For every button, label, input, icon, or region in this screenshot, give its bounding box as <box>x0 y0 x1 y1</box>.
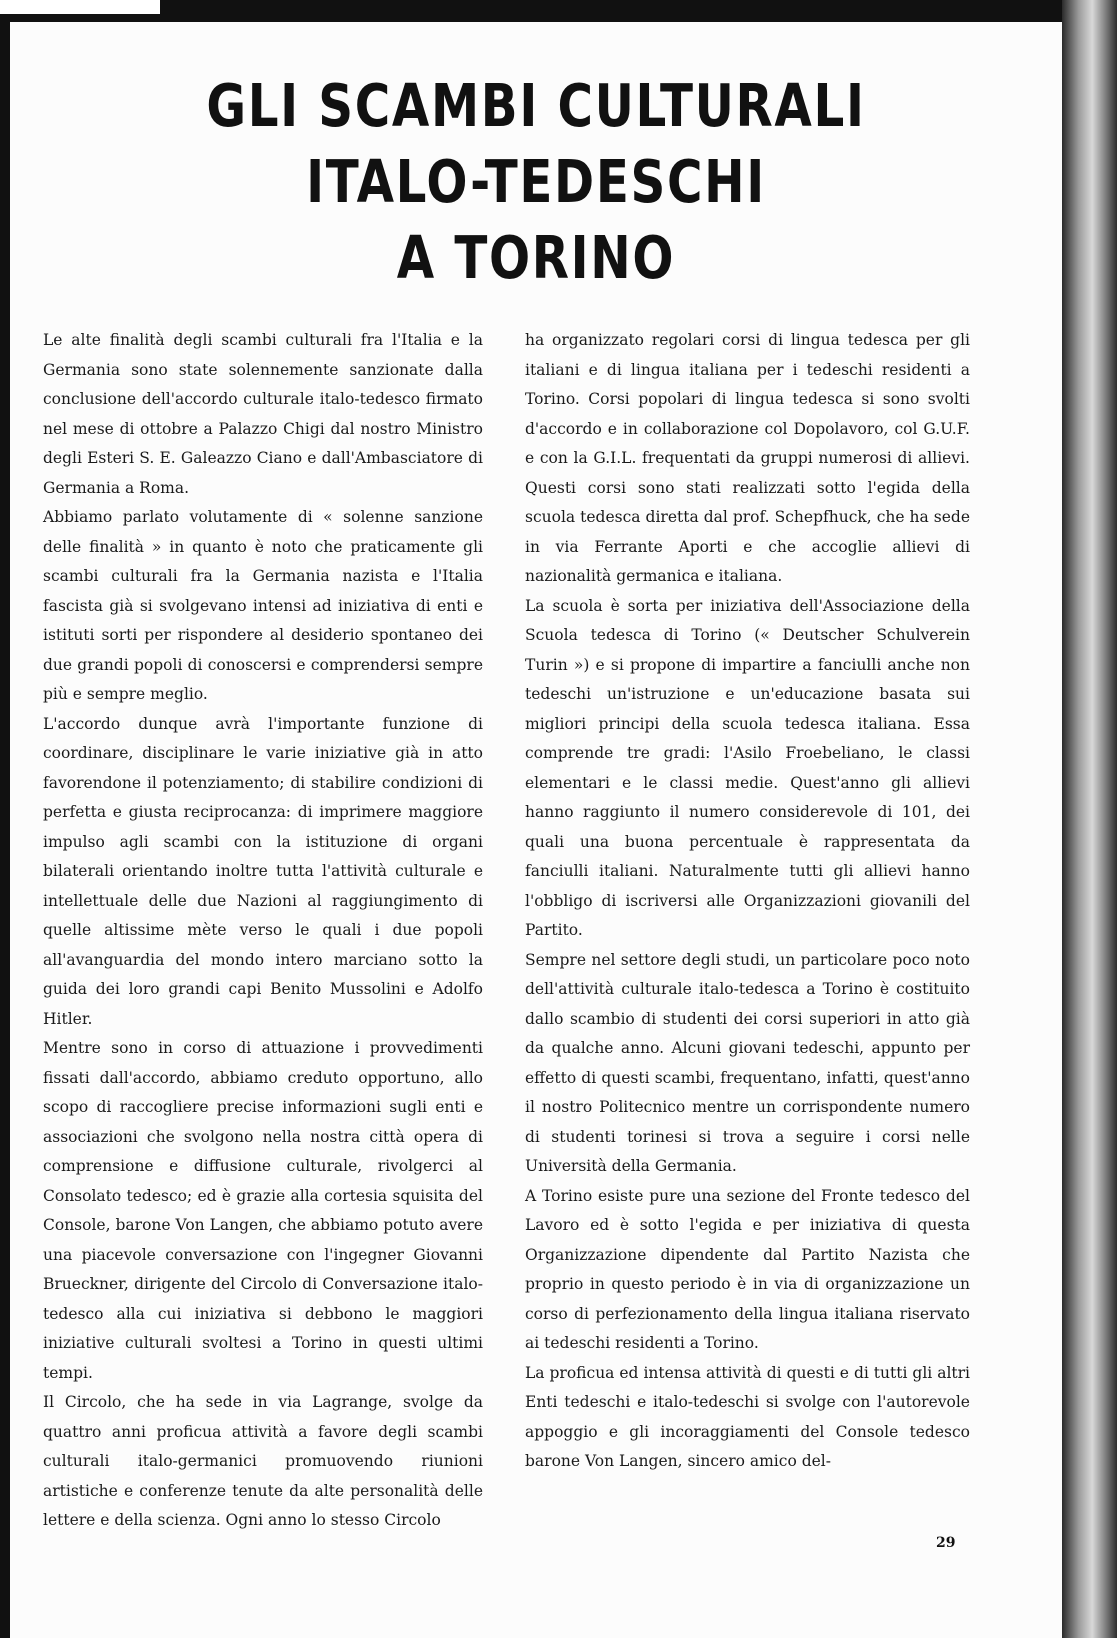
title-line-1: GLI SCAMBI CULTURALI ITALO-TEDESCHI <box>206 71 866 216</box>
paragraph: La proficua ed intensa attività di questi e di tutti gli altri Enti tedeschi e italo-tedeschi si svolge con l'autorevole appoggio e gli incoraggiamenti del Console tedesco barone Von Langen, sincero amico del- <box>525 1363 970 1470</box>
right-column <box>525 326 970 1477</box>
book-spine-edge <box>1062 0 1117 1638</box>
scan-left-border <box>0 22 10 1638</box>
title-line-2: A TORINO <box>396 223 676 292</box>
paragraph: Il Circolo, che ha sede in via Lagrange, svolge da quattro anni proficua attività a favore degli scambi culturali italo-germanici promuovendo riunioni artistiche e conferenze tenute da alte personalità delle lettere e della scienza. Ogni anno lo stesso Circolo <box>43 1393 483 1529</box>
paragraph: L'accordo dunque avrà l'importante funzione di coordinare, disciplinare le varie iniziative già in atto favorendone il potenziamento; di stabilire condizioni di perfetta e giusta reciprocanza: di imprimere maggiore impulso agli scambi con la istituzione di organi bilaterali orientando inoltre tutta l'attività culturale e intellettuale delle due Nazioni al raggiungimento di quelle altissime mète verso le quali i due popoli all'avanguardia del mondo intero marciano sotto la guida dei loro grandi capi Benito Mussolini e Adolfo Hitler. <box>43 714 483 1028</box>
scan-top-border <box>0 0 1117 22</box>
page-number: 29 <box>936 1535 956 1551</box>
paragraph: Le alte finalità degli scambi culturali fra l'Italia e la Germania sono state solennemente sanzionate dalla conclusione dell'accordo culturale italo-tedesco firmato nel mese di ottobre a Palazzo Chigi dal nostro Ministro degli Esteri S. E. Galeazzo Ciano e dall'Ambasciatore di Germania a Roma. <box>43 331 483 497</box>
left-column <box>43 326 483 1536</box>
paragraph: La scuola è sorta per iniziativa dell'Associazione della Scuola tedesca di Torino (« Deutscher Schulverein Turin ») e si propone di impartire a fanciulli anche non tedeschi un'istruzione e un'educazione basata sui migliori principi della scuola tedesca italiana. Essa comprende tre gradi: l'Asilo Froebeliano, le classi elementari e le classi medie. Quest'anno gli allievi hanno raggiunto il numero considerevole di 101, dei quali una buona percentuale è rappresentata da fanciulli italiani. Naturalmente tutti gli allievi hanno l'obbligo di iscriversi alle Organizzazioni giovanili del Partito. <box>525 596 970 939</box>
paragraph: Abbiamo parlato volutamente di « solenne sanzione delle finalità » in quanto è noto che praticamente gli scambi culturali fra la Germania nazista e l'Italia fascista già si svolgevano intensi ad iniziativa di enti e istituti sorti per rispondere al desiderio spontaneo dei due grandi popoli di conoscersi e comprendersi sempre più e sempre meglio. <box>43 508 483 703</box>
paragraph: Mentre sono in corso di attuazione i provvedimenti fissati dall'accordo, abbiamo creduto opportuno, allo scopo di raccogliere precise informazioni sugli enti e associazioni che svolgono nella nostra città opera di comprensione e diffusione culturale, rivolgerci al Consolato tedesco; ed è grazie alla cortesia squisita del Console, barone Von Langen, che abbiamo potuto avere una piacevole conversazione con l'ingegner Giovanni Brueckner, dirigente del Circolo di Conversazione italo-tedesco alla cui iniziativa si debbono le maggiori iniziative culturali svoltesi a Torino in questi ultimi tempi. <box>43 1039 483 1382</box>
paragraph: A Torino esiste pure una sezione del Fronte tedesco del Lavoro ed è sotto l'egida e per iniziativa di questa Organizzazione dipendente dal Partito Nazista che proprio in questo periodo è in via di organizzazione un corso di perfezionamento della lingua italiana riservato ai tedeschi residenti a Torino. <box>525 1186 970 1352</box>
article-title <box>105 68 968 296</box>
paragraph: ha organizzato regolari corsi di lingua tedesca per gli italiani e di lingua italiana per i tedeschi residenti a Torino. Corsi popolari di lingua tedesca si sono svolti d'accordo e in collaborazione col Dopolavoro, col G.U.F. e con la G.I.L. frequentati da gruppi numerosi di allievi. Questi corsi sono stati realizzati sotto l'egida della scuola tedesca diretta dal prof. Schepfhuck, che ha sede in via Ferrante Aporti e che accoglie allievi di nazionalità germanica e italiana. <box>525 331 970 585</box>
paragraph: Sempre nel settore degli studi, un particolare poco noto dell'attività culturale italo-tedesca a Torino è costituito dallo scambio di studenti dei corsi superiori in atto già da qualche anno. Alcuni giovani tedeschi, appunto per effetto di questi scambi, frequentano, infatti, quest'anno il nostro Politecnico mentre un corrispondente numero di studenti torinesi si trova a seguire i corsi nelle Università della Germania. <box>525 950 970 1175</box>
